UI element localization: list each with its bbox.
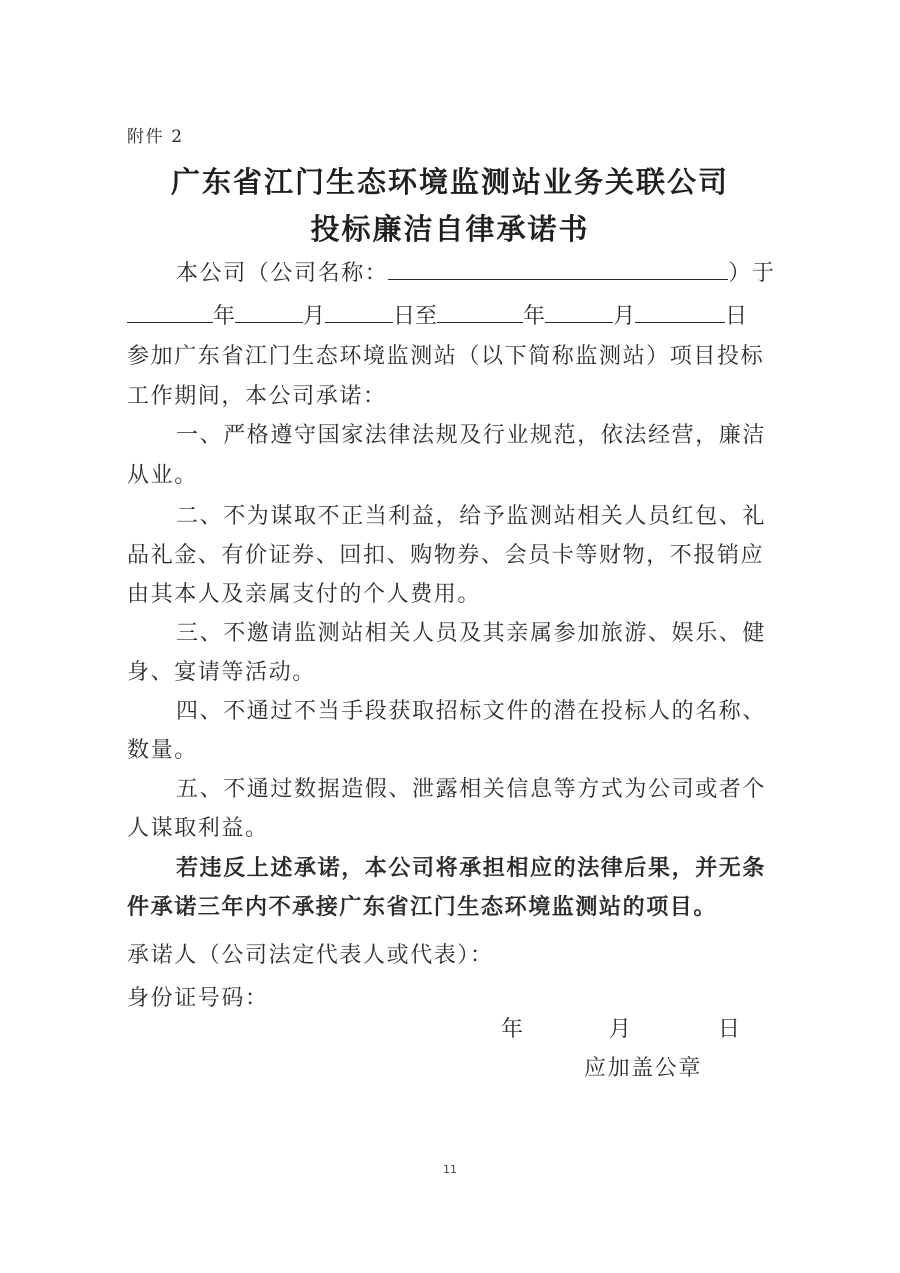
commitment-3-line-1: 三、不邀请监测站相关人员及其亲属参加旅游、娱乐、健 (176, 621, 767, 646)
commitment-2-line-3: 由其本人及亲属支付的个人费用。 (127, 582, 482, 607)
start-year-label: 年 (213, 304, 236, 329)
end-month-label: 月 (613, 304, 636, 329)
page-number: 11 (443, 1163, 457, 1176)
start-month-blank (235, 300, 303, 323)
consequence-line-2: 件承诺三年内不承接广东省江门生态环境监测站的项目。 (127, 894, 718, 920)
commitment-4-line-1: 四、不通过不当手段获取招标文件的潜在投标人的名称、 (176, 699, 767, 724)
start-month-label: 月 (303, 304, 326, 329)
id-number-label: 身份证号码： (127, 986, 269, 1011)
company-name-blank (388, 257, 728, 280)
commitment-4-line-2: 数量。 (127, 738, 198, 763)
sign-date-year: 年 (501, 1017, 524, 1042)
intro-line-2-date-range (127, 300, 747, 332)
sign-date-month: 月 (609, 1017, 632, 1042)
start-day-to-label: 日至 (393, 304, 438, 329)
commitment-2-line-2: 品礼金、有价证券、回扣、购物券、会员卡等财物，不报销应 (127, 543, 765, 568)
promisor-label: 承诺人（公司法定代表人或代表）： (127, 943, 494, 968)
intro-suffix: ）于 (728, 261, 776, 286)
start-year-blank (127, 300, 213, 323)
commitment-5-line-2: 人谋取利益。 (127, 816, 269, 841)
end-year-blank (437, 300, 523, 323)
intro-line-4: 工作期间，本公司承诺： (127, 384, 387, 409)
document-title-line1: 广东省江门生态环境监测站业务关联公司 (170, 165, 729, 199)
commitment-5-line-1: 五、不通过数据造假、泄露相关信息等方式为公司或者个 (176, 777, 767, 802)
commitment-3-line-2: 身、宴请等活动。 (127, 660, 316, 685)
intro-line-1 (176, 257, 776, 289)
sign-date-day: 日 (718, 1017, 741, 1042)
end-day-label: 日 (725, 304, 748, 329)
commitment-2-line-1: 二、不为谋取不正当利益，给予监测站相关人员红包、礼 (176, 504, 767, 529)
end-month-blank (545, 300, 613, 323)
document-title-line2: 投标廉洁自律承诺书 (310, 212, 590, 246)
intro-line-3: 参加广东省江门生态环境监测站（以下简称监测站）项目投标 (127, 344, 765, 369)
intro-prefix: 本公司（公司名称： (176, 261, 389, 286)
commitment-1-line-2: 从业。 (127, 463, 198, 488)
start-day-blank (325, 300, 393, 323)
end-year-label: 年 (523, 304, 546, 329)
commitment-1-line-1: 一、严格遵守国家法律法规及行业规范，依法经营，廉洁 (176, 423, 767, 448)
consequence-line-1: 若违反上述承诺，本公司将承担相应的法律后果，并无条 (176, 855, 767, 881)
seal-note: 应加盖公章 (584, 1056, 703, 1081)
end-day-blank (635, 300, 725, 323)
attachment-label: 附件 2 (127, 127, 184, 147)
